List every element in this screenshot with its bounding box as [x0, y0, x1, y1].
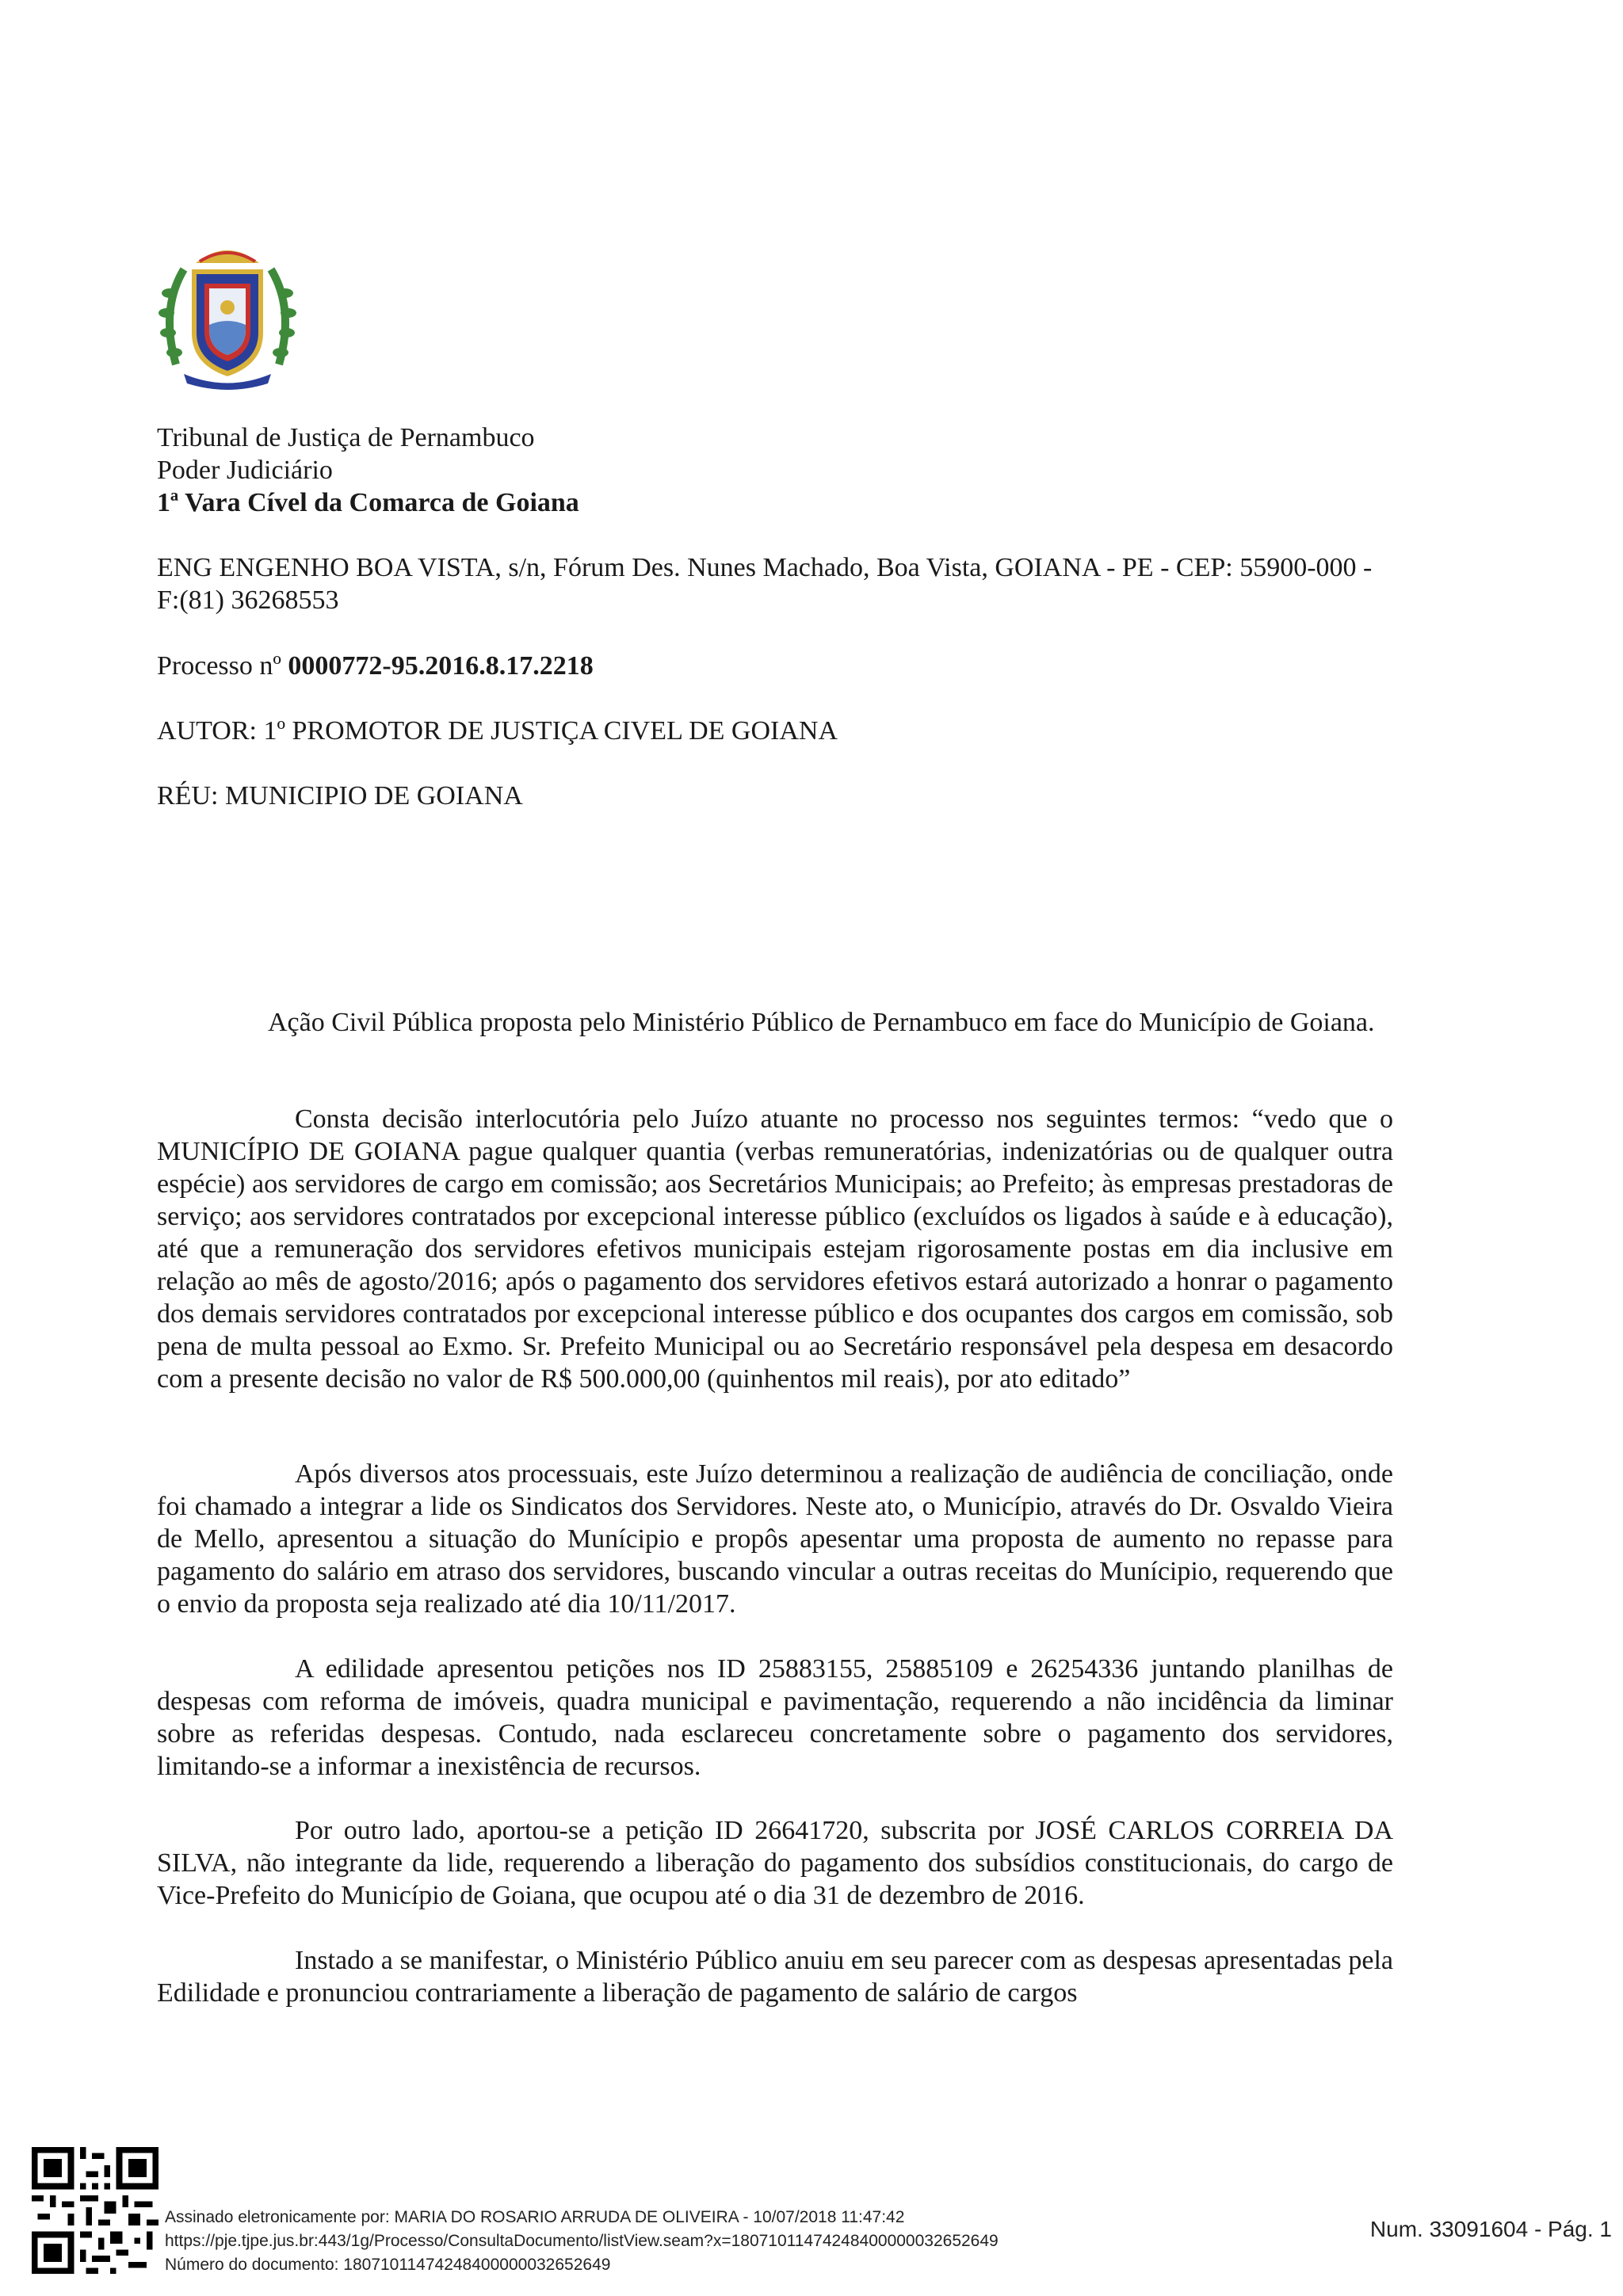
court-name: Tribunal de Justiça de Pernambuco — [157, 423, 535, 452]
paragraph-1: Ação Civil Pública proposta pelo Ministério Público de Pernambuco em face do Município de Goiana. — [268, 1008, 1375, 1037]
page-number: Num. 33091604 - Pág. 1 — [1369, 2217, 1612, 2241]
author-line: AUTOR: 1º PROMOTOR DE JUSTIÇA CIVEL DE GOIANA — [157, 716, 838, 746]
paragraph-5: Por outro lado, aportou-se a petição ID 26641720, subscrita por JOSÉ CARLOS CORREIA DA SILVA, não integrante da lide, requerendo a liberação do pagamento dos subsídios constitucionais, do cargo de Vice-Prefeito do Município de Goiana, que ocupou até o dia 31 de dezembro de 2016. — [157, 1816, 1393, 1910]
signed-by: Assinado eletronicamente por: MARIA DO ROSARIO ARRUDA DE OLIVEIRA - 10/07/2018 11:47:42 — [165, 2208, 905, 2226]
court-header — [157, 421, 1393, 519]
court-address: ENG ENGENHO BOA VISTA, s/n, Fórum Des. Nunes Machado, Boa Vista, GOIANA - PE - CEP: 55900-000 - F:(81) 36268553 — [157, 553, 1373, 615]
paragraph-2: Consta decisão interlocutória pelo Juízo atuante no processo nos seguintes termos: “vedo que o MUNICÍPIO DE GOIANA pague qualquer quantia (verbas remuneratórias, indenizatórias ou de qualquer outra espécie) aos servidores de cargo em comissão; aos Secretários Municipais; ao Prefeito; às empresas prestadoras de serviço; aos servidores contratados por excepcional interesse público (excluídos os ligados à saúde e à educação), até que a remuneração dos servidores efetivos municipais estejam rigorosamente postas em dia inclusive em relação ao mês de agosto/2016; após o pagamento dos servidores efetivos estará autorizado a honrar o pagamento dos demais servidores contratados por excepcional interesse público e dos ocupantes dos cargos em comissão, sob pena de multa pessoal ao Exmo. Sr. Prefeito Municipal ou ao Secretário responsável pela despesa em desacordo com a presente decisão no valor de R$ 500.000,00 (quinhentos mil reais), por ato editado” — [157, 1104, 1393, 1394]
defendant-line: RÉU: MUNICIPIO DE GOIANA — [157, 781, 523, 810]
process-line — [157, 650, 1393, 682]
signature-footer — [0, 2139, 1623, 2296]
paragraph-3: Após diversos atos processuais, este Juízo determinou a realização de audiência de conciliação, onde foi chamado a integrar a lide os Sindicatos dos Servidores. Neste ato, o Município, através do Dr. Osvaldo Vieira de Mello, apresentou a situação do Munícipio e propôs apesentar uma proposta de aumento no repasse para pagamento do salário em atraso dos servidores, buscando vincular a outras receitas do Munícipio, requerendo que o envio da proposta seja realizado até dia 10/11/2017. — [157, 1459, 1393, 1619]
paragraph-4: A edilidade apresentou petições nos ID 25883155, 25885109 e 26254336 juntando planilhas de despesas com reforma de imóveis, quadra municipal e pavimentação, requerendo a não incidência da liminar sobre as referidas despesas. Contudo, nada esclareceu concretamente sobre o pagamento dos servidores, limitando-se a informar a inexistência de recursos. — [157, 1654, 1393, 1781]
document-number: Número do documento: 18071011474248400000032652649 — [165, 2256, 611, 2274]
process-number: 0000772-95.2016.8.17.2218 — [288, 651, 594, 681]
document-url[interactable]: https://pje.tjpe.jus.br:443/1g/Processo/ConsultaDocumento/listView.seam?x=18071011474248400000032652649 — [165, 2232, 999, 2250]
paragraph-6: Instado a se manifestar, o Ministério Público anuiu em seu parecer com as despesas apresentadas pela Edilidade e pronunciou contrariamente a liberação de pagamento de salário de cargos — [157, 1946, 1393, 2008]
court-vara: 1ª Vara Cível da Comarca de Goiana — [157, 488, 579, 517]
qr-code-icon[interactable] — [32, 2147, 158, 2274]
court-branch: Poder Judiciário — [157, 456, 333, 485]
process-label: Processo nº — [157, 651, 288, 681]
signature-info — [165, 2206, 999, 2277]
coat-of-arms-icon — [152, 238, 303, 392]
